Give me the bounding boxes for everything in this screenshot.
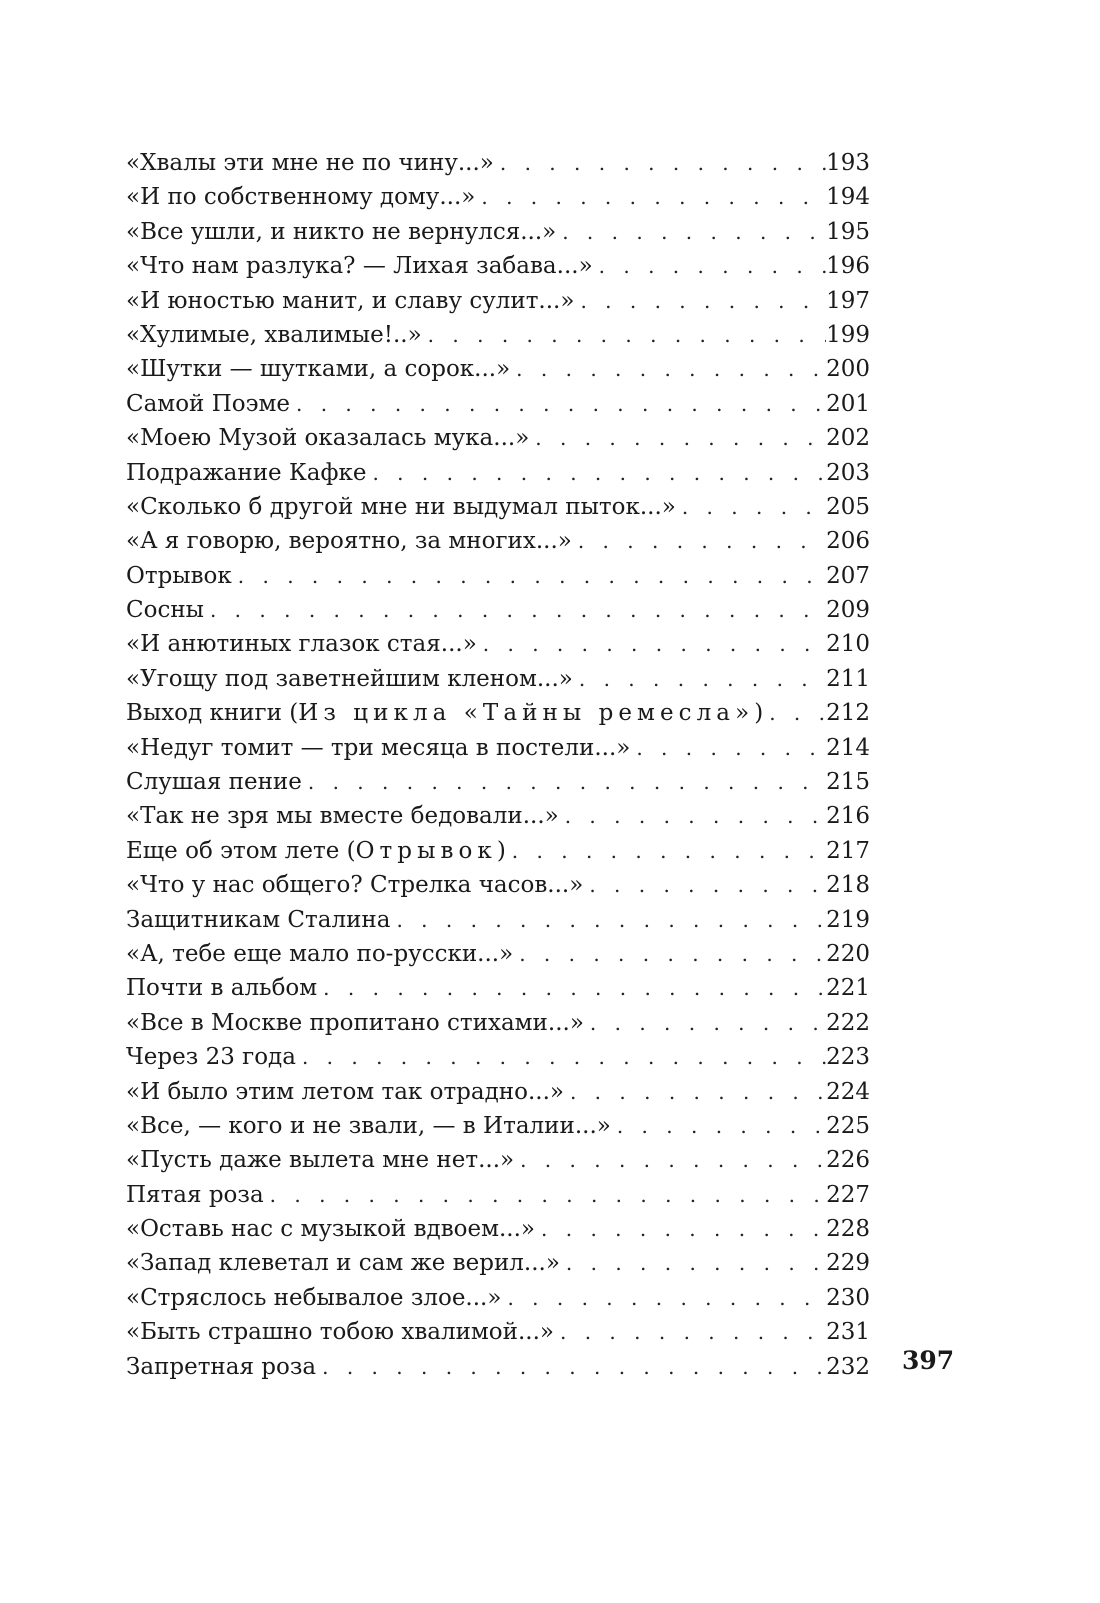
toc-title: «Пусть даже вылета мне нет...» xyxy=(126,1147,515,1174)
toc-page-number: 200 xyxy=(826,356,870,383)
toc-entry xyxy=(126,1143,870,1177)
toc-entry xyxy=(126,971,870,1005)
toc-title: «Сколько б другой мне ни выдумал пыток...» xyxy=(126,493,676,520)
toc-entry xyxy=(126,1006,870,1040)
toc-page-number: 214 xyxy=(826,734,870,761)
toc-entry xyxy=(126,559,870,593)
toc-leader-dots xyxy=(428,318,826,352)
toc-page-number: 223 xyxy=(826,1044,870,1071)
toc-title-main: Еще об этом лете ( xyxy=(126,837,356,864)
toc-title: «Моею Музой оказалась мука...» xyxy=(126,425,530,452)
toc-page-number: 199 xyxy=(826,321,870,348)
toc-leader-dots xyxy=(481,180,826,214)
toc-entry xyxy=(126,1178,870,1212)
toc-entry xyxy=(126,1109,870,1143)
toc-page-number: 205 xyxy=(826,493,870,520)
toc-page-number: 232 xyxy=(826,1353,870,1380)
toc-page-number: 211 xyxy=(826,665,870,692)
toc-entry xyxy=(126,868,870,902)
toc-title-close: ) xyxy=(754,700,764,727)
toc-entry xyxy=(126,799,870,833)
toc-entry xyxy=(126,593,870,627)
toc-title-cycle: Из цикла «Тайны ремесла» xyxy=(298,700,755,727)
toc-entry xyxy=(126,834,870,868)
toc-entry xyxy=(126,249,870,283)
toc-page-number: 231 xyxy=(826,1319,870,1346)
toc-entry xyxy=(126,421,870,455)
toc-leader-dots xyxy=(566,1246,826,1280)
toc-leader-dots xyxy=(590,1006,826,1040)
toc-page-number: 195 xyxy=(826,218,870,245)
toc-title: «Что нам разлука? — Лихая забава...» xyxy=(126,253,593,280)
toc-leader-dots xyxy=(302,1040,826,1074)
toc-leader-dots xyxy=(562,215,826,249)
toc-title: Сосны xyxy=(126,597,204,624)
toc-entry xyxy=(126,387,870,421)
toc-entry xyxy=(126,765,870,799)
toc-title: «А, тебе еще мало по-русски...» xyxy=(126,940,514,967)
toc-title: Пятая роза xyxy=(126,1181,264,1208)
toc-title xyxy=(126,696,769,730)
toc-title: «А я говорю, вероятно, за многих...» xyxy=(126,528,572,555)
toc-title: Запретная роза xyxy=(126,1353,317,1380)
toc-leader-dots xyxy=(682,490,826,524)
toc-leader-dots xyxy=(589,868,826,902)
toc-entry xyxy=(126,215,870,249)
toc-entry xyxy=(126,352,870,386)
toc-page-number: 203 xyxy=(826,459,870,486)
toc-page-number: 197 xyxy=(826,287,870,314)
toc-entry xyxy=(126,1315,870,1349)
toc-title: Почти в альбом xyxy=(126,975,318,1002)
toc-entry xyxy=(126,456,870,490)
toc-leader-dots xyxy=(519,937,826,971)
toc-entry xyxy=(126,731,870,765)
toc-entry xyxy=(126,627,870,661)
toc-title: Слушая пение xyxy=(126,769,302,796)
toc-page-number: 194 xyxy=(826,184,870,211)
toc-leader-dots xyxy=(570,1075,826,1109)
toc-page-number: 226 xyxy=(826,1147,870,1174)
toc-page-number: 219 xyxy=(826,906,870,933)
toc-leader-dots xyxy=(296,387,826,421)
toc-leader-dots xyxy=(238,559,826,593)
toc-title-main: Выход книги ( xyxy=(126,700,299,727)
toc-title: Подражание Кафке xyxy=(126,459,367,486)
toc-page-number: 193 xyxy=(826,149,870,176)
toc-leader-dots xyxy=(500,146,826,180)
toc-page-number: 215 xyxy=(826,769,870,796)
toc-title: Защитникам Сталина xyxy=(126,906,391,933)
toc-leader-dots xyxy=(516,352,826,386)
toc-page-number: 229 xyxy=(826,1250,870,1277)
toc-page-number: 227 xyxy=(826,1181,870,1208)
toc-page-number: 212 xyxy=(826,700,870,727)
toc-leader-dots xyxy=(636,731,826,765)
toc-page-number: 209 xyxy=(826,597,870,624)
toc-title: «Хвалы эти мне не по чину...» xyxy=(126,149,494,176)
toc-leader-dots xyxy=(565,799,826,833)
toc-title: «Так не зря мы вместе бедовали...» xyxy=(126,803,559,830)
toc-leader-dots xyxy=(323,971,826,1005)
toc-title: Отрывок xyxy=(126,562,232,589)
toc-page-number: 201 xyxy=(826,390,870,417)
toc-page-number: 216 xyxy=(826,803,870,830)
toc-leader-dots xyxy=(483,627,826,661)
toc-entry xyxy=(126,1212,870,1246)
toc-leader-dots xyxy=(617,1109,826,1143)
toc-leader-dots xyxy=(210,593,826,627)
toc-leader-dots xyxy=(580,284,826,318)
toc-title: «Недуг томит — три месяца в постели...» xyxy=(126,734,631,761)
toc-title: «Оставь нас с музыкой вдвоем...» xyxy=(126,1216,536,1243)
toc-title: «Стряслось небывалое злое...» xyxy=(126,1284,502,1311)
toc-entry xyxy=(126,1247,870,1281)
toc-title-subtitle: Отрывок xyxy=(355,837,497,864)
toc-title: «Все ушли, и никто не вернулся...» xyxy=(126,218,557,245)
toc-entry xyxy=(126,318,870,352)
toc-leader-dots xyxy=(579,662,826,696)
toc-leader-dots xyxy=(372,456,826,490)
toc-page-number: 222 xyxy=(826,1009,870,1036)
toc-page-number: 230 xyxy=(826,1284,870,1311)
toc-page-number: 196 xyxy=(826,253,870,280)
page-number: 397 xyxy=(902,1346,955,1375)
toc-page-number: 210 xyxy=(826,631,870,658)
toc-entry xyxy=(126,903,870,937)
toc-title: Через 23 года xyxy=(126,1044,296,1071)
toc-page-number: 207 xyxy=(826,562,870,589)
toc-leader-dots xyxy=(308,765,826,799)
toc-title: Самой Поэме xyxy=(126,390,290,417)
toc-leader-dots xyxy=(507,1281,826,1315)
toc-title: «Что у нас общего? Стрелка часов...» xyxy=(126,872,584,899)
toc-leader-dots xyxy=(396,903,826,937)
toc-leader-dots xyxy=(541,1212,826,1246)
table-of-contents xyxy=(126,146,870,1384)
toc-entry xyxy=(126,937,870,971)
toc-entry xyxy=(126,490,870,524)
toc-leader-dots xyxy=(322,1350,826,1384)
toc-title: «Хулимые, хвалимые!..» xyxy=(126,321,422,348)
toc-entry xyxy=(126,146,870,180)
toc-entry xyxy=(126,180,870,214)
toc-leader-dots xyxy=(535,421,826,455)
toc-page-number: 225 xyxy=(826,1112,870,1139)
toc-page-number: 224 xyxy=(826,1078,870,1105)
toc-title: «Быть страшно тобою хвалимой...» xyxy=(126,1319,554,1346)
toc-title: «И было этим летом так отрадно...» xyxy=(126,1078,564,1105)
toc-entry xyxy=(126,524,870,558)
toc-page-number: 202 xyxy=(826,425,870,452)
toc-title xyxy=(126,834,512,868)
toc-entry xyxy=(126,662,870,696)
toc-leader-dots xyxy=(560,1315,826,1349)
toc-page-number: 228 xyxy=(826,1216,870,1243)
toc-title: «Угощу под заветнейшим кленом...» xyxy=(126,665,573,692)
toc-page-number: 217 xyxy=(826,837,870,864)
toc-title: «Запад клеветал и сам же верил...» xyxy=(126,1250,560,1277)
toc-leader-dots xyxy=(512,834,826,868)
toc-entry xyxy=(126,284,870,318)
toc-leader-dots xyxy=(270,1178,826,1212)
toc-entry xyxy=(126,1075,870,1109)
toc-title: «И по собственному дому...» xyxy=(126,184,476,211)
toc-entry xyxy=(126,1350,870,1384)
toc-title: «Все в Москве пропитано стихами...» xyxy=(126,1009,584,1036)
toc-page-number: 221 xyxy=(826,975,870,1002)
toc-leader-dots xyxy=(769,696,826,730)
toc-leader-dots xyxy=(520,1143,826,1177)
toc-title: «Все, — кого и не звали, — в Италии...» xyxy=(126,1112,611,1139)
toc-page-number: 218 xyxy=(826,872,870,899)
toc-entry xyxy=(126,696,870,730)
toc-title: «Шутки — шутками, а сорок...» xyxy=(126,356,511,383)
toc-title-close: ) xyxy=(496,837,506,864)
toc-leader-dots xyxy=(599,249,826,283)
toc-entry xyxy=(126,1281,870,1315)
toc-page-number: 220 xyxy=(826,940,870,967)
toc-leader-dots xyxy=(578,524,826,558)
toc-title: «И анютиных глазок стая...» xyxy=(126,631,477,658)
toc-entry xyxy=(126,1040,870,1074)
toc-page-number: 206 xyxy=(826,528,870,555)
toc-title: «И юностью манит, и славу сулит...» xyxy=(126,287,575,314)
